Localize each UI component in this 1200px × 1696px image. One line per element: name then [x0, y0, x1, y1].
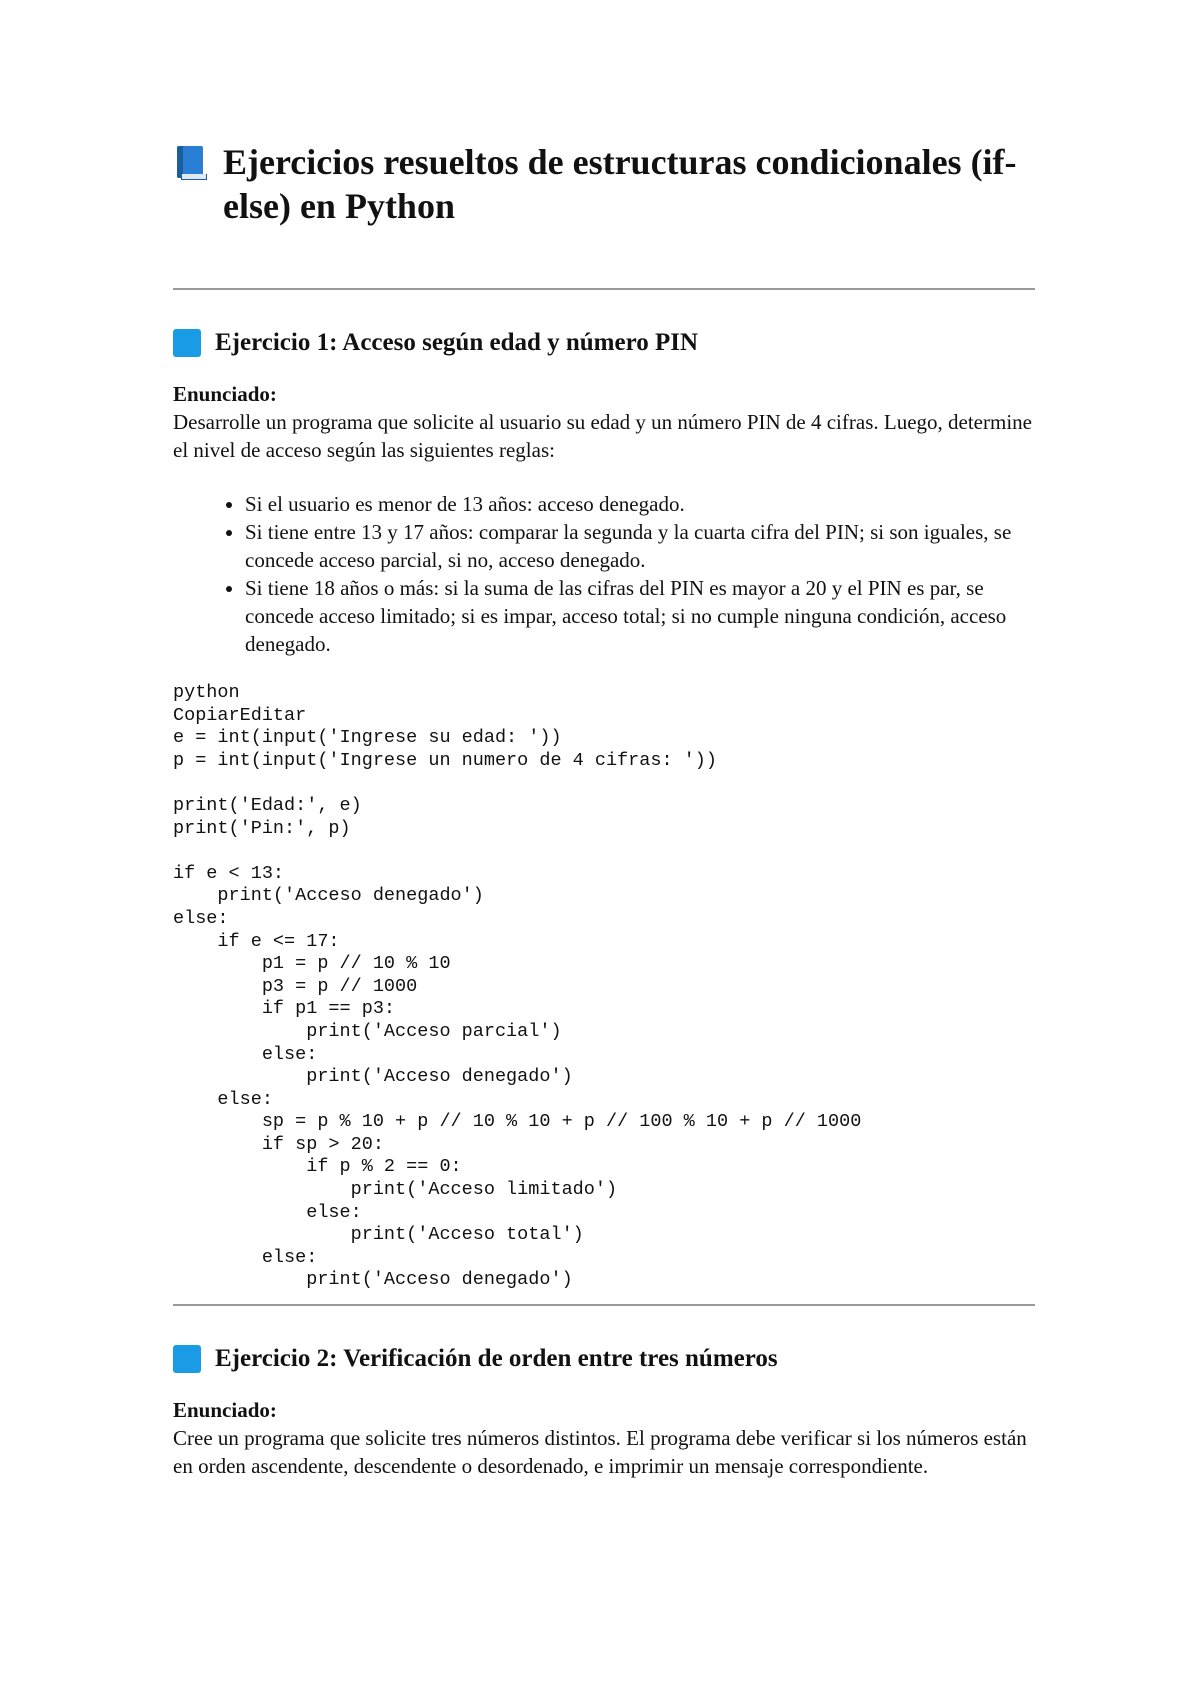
- book-icon: [173, 144, 211, 182]
- exercise-1-heading: [173, 326, 1035, 360]
- exercise-1-heading-text: Ejercicio 1: Acceso según edad y número PIN: [215, 329, 699, 356]
- divider: [173, 1304, 1035, 1306]
- statement-label: Enunciado:: [173, 382, 277, 406]
- exercise-2-heading-text: Ejercicio 2: Verificación de orden entre tres números: [215, 1345, 778, 1373]
- exercise-2: [173, 1342, 1035, 1480]
- code-language: python: [173, 682, 240, 703]
- list-item: • Si tiene 18 años o más: si la suma de las cifras del PIN es mayor a 20 y el PIN es par, se concede acceso limitado; si es impar, acceso total; si no cumple ninguna condición, acceso denegado.: [245, 574, 1035, 658]
- exercise-1: [173, 326, 1035, 1292]
- statement-label: Enunciado:: [173, 1398, 277, 1423]
- blue-square-icon: [173, 1345, 201, 1373]
- document-content: [173, 140, 1035, 1480]
- exercise-2-heading: [173, 1342, 1035, 1376]
- statement-text: Desarrolle un programa que solicite al usuario su edad y un número PIN de 4 cifras. Luego, determine el nivel de acceso según las siguientes reglas:: [173, 410, 1032, 462]
- statement-text: Cree un programa que solicite tres números distintos. El programa debe verificar si los números están en orden ascendente, descendente o desordenado, e imprimir un mensaje correspondiente.: [173, 1426, 1027, 1479]
- document-title-text: Ejercicios resueltos de estructuras condicionales (if-else) en Python: [223, 142, 1017, 226]
- rules-list: [173, 490, 1035, 658]
- divider: [173, 288, 1035, 290]
- blue-square-icon: [173, 329, 201, 357]
- document-title: [173, 140, 1035, 228]
- list-item: • Si tiene entre 13 y 17 años: comparar la segunda y la cuarta cifra del PIN; si son iguales, se concede acceso parcial, si no, acceso denegado.: [245, 518, 1035, 574]
- code-text: e = int(input('Ingrese su edad: ')) p = int(input('Ingrese un numero de 4 cifras: ')) print('Edad:', e) print('Pin:', p) if e < 13: print('Acceso denegado') else: if e <= 17: p1 = p // 10 % 10 p3 = p // 1000 if p1 == p3: print('Acceso parcial') else: print('Acceso denegado') else: sp = p % 10 + p // 10 % 10 + p // 100 % 10 + p // 1000 if sp > 20: if p % 2 == 0: print('Acceso limitado') else: print('Acceso total') else: print('Acceso denegado'): [173, 727, 862, 1291]
- copy-edit-label[interactable]: CopiarEditar: [173, 704, 307, 726]
- code-block[interactable]: [173, 682, 1035, 1292]
- list-item: • Si el usuario es menor de 13 años: acceso denegado.: [245, 490, 1035, 518]
